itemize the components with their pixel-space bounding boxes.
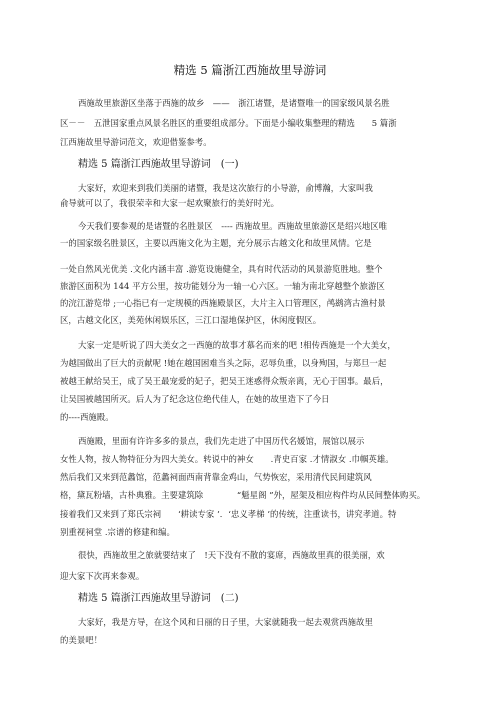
paragraph-line: 被越王献给吴王，成了吴王最宠爱的妃子，把吴王迷惑得众叛亲离，无心于国事。最后，	[60, 376, 389, 386]
paragraph-line: 西施殿，里面有许许多多的景点，我们先走进了中国历代名媛馆，展馆以展示	[78, 436, 365, 446]
paragraph-line: 大家一定是听说了四大美女之一西施的故事才慕名而来的吧 !相传西施是一个大美女，	[78, 340, 396, 350]
paragraph-line: 别重视祠堂 .宗谱的修建和编。	[60, 527, 175, 537]
section-heading-2: 精选 5 篇浙江西施故里导游词 (二)	[78, 593, 239, 604]
paragraph-line: 大家好，我是方导，在这个风和日丽的日子里，大家就随我一起去观赏西施故里	[78, 617, 373, 627]
paragraph-line: 接着我们又来到了郑氏宗祠 ‘耕读专家 ’．‘忠义孝梯 ’的传统，注重读书，讲究孝道。特	[60, 509, 397, 519]
paragraph-line: 旅游区面积为 144 平方公里，按功能划分为一轴一心六区。一轴为南北穿越整个旅游区	[60, 281, 385, 291]
paragraph-line: 俞导就可以了，我很荣幸和大家一起欢聚旅行的美好时光。	[60, 198, 280, 208]
paragraph-line: 一处自然风光优美 .文化内涵丰富 .游览设施健全，具有时代活动的风景游览胜地。整个	[60, 264, 383, 274]
paragraph-line: 很快，西施故里之旅就要结束了 !天下没有不散的宴席，西施故里真的很美丽，欢	[78, 550, 385, 560]
paragraph-line: 为越国做出了巨大的贡献呢 !她在越国困难当头之际，忍辱负重，以身殉国，与郑旦一起	[60, 358, 387, 368]
paragraph-line: 的美景吧！	[60, 635, 103, 645]
paragraph-line: 让吴国被越国所灭。后人为了纪念这位绝代佳人，在她的故里造下了今日	[60, 394, 330, 404]
intro-line: 江西施故里导游词范文，欢迎借鉴参考。	[60, 137, 212, 147]
paragraph-line: 大家好，欢迎来到我们美丽的诸暨，我是这次旅行的小导游，俞博瀚，大家叫我	[78, 183, 373, 193]
section-heading-1: 精选 5 篇浙江西施故里导游词 (一)	[78, 159, 239, 170]
paragraph-line: 女性人物，按人物特征分为四大美女。转说中的神女 .青史百家 .才情淑女 .巾帼英雄。	[60, 454, 394, 464]
paragraph-line: 今天我们要参观的是诸暨的名胜景区 ---- 西施故里。西施故里旅游区是绍兴地区唯	[78, 221, 388, 231]
paragraph-line: 的浣江游览带 ;一心指已有一定规模的西施殿景区，大片主入口管理区，鸬鹚湾古渔村景	[60, 298, 386, 308]
paragraph-line: 迎大家下次再来参观。	[60, 571, 145, 581]
document-title: 精选 5 篇浙江西施故里导游词	[173, 63, 327, 77]
paragraph-line: 一的国家级名胜景区，主要以西施文化为主题，充分展示古越文化和故里风情。它是	[60, 238, 372, 248]
paragraph-line: 格，黛瓦粉墙，古朴典雅。主要建筑除 “魁星阁 ”外，屋架及相应构件均从民间整体购买。	[60, 490, 426, 500]
intro-line: 西施故里旅游区坐落于西施的故乡 —— 浙江诸暨，是诸暨唯一的国家级风景名胜	[78, 98, 390, 108]
intro-line: 区－－ 五泄国家重点风景名胜区的重要组成部分。下面是小编收集整理的精选 5 篇浙	[60, 118, 397, 128]
paragraph-line: 然后我们又来到范蠡馆，范蠡祠面西南背靠金鸡山，气势恢宏，采用清代民间建筑风	[60, 472, 372, 482]
paragraph-line: 的----西施殿。	[60, 412, 114, 422]
paragraph-line: 区，古越文化区，美苑休闲娱乐区，三江口湿地保护区，休闲度假区。	[60, 315, 322, 325]
